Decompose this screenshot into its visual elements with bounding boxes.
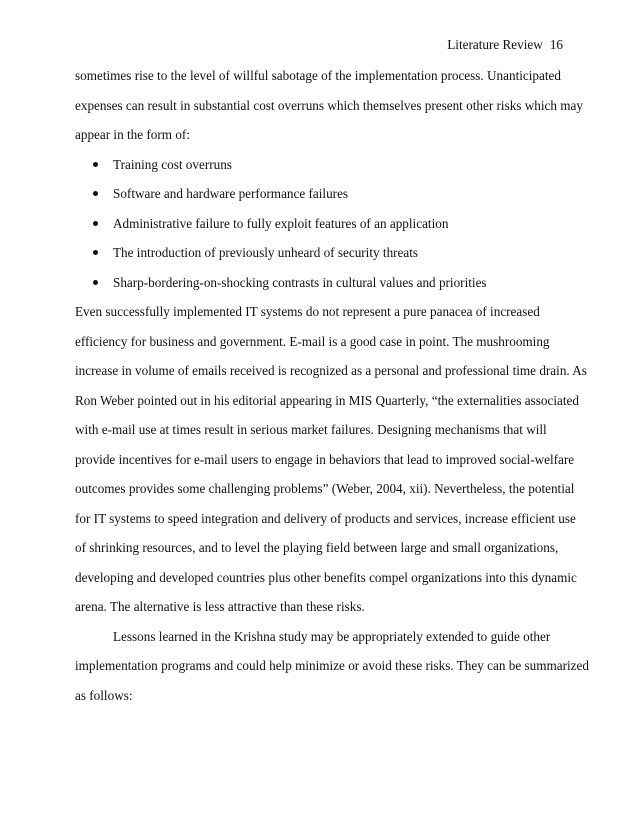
text-line: appear in the form of: (75, 127, 190, 142)
text-line: expenses can result in substantial cost overruns which themselves present other risks which may (75, 97, 583, 113)
list-item (75, 215, 575, 245)
text-line: developing and developed countries plus other benefits compel organizations into this dynamic (75, 569, 577, 585)
body-text (75, 67, 589, 716)
bullet-list (75, 156, 575, 304)
list-item (75, 156, 575, 186)
bullet-icon (93, 250, 98, 255)
text-line: Ron Weber pointed out in his editorial appearing in MIS Quarterly, “the externalities associated (75, 392, 579, 408)
text-line: sometimes rise to the level of willful sabotage of the implementation process. Unanticipated (75, 68, 561, 83)
running-head (447, 36, 563, 54)
list-item (75, 244, 575, 274)
text-line: with e-mail use at times result in serious market failures. Designing mechanisms that will (75, 422, 547, 437)
bullet-icon (93, 162, 98, 167)
page-number: 16 (549, 37, 563, 52)
bullet-icon (93, 191, 98, 196)
paragraph-lessons (75, 628, 589, 717)
list-item-text: The introduction of previously unheard of security threats (113, 245, 419, 260)
text-line: for IT systems to speed integration and delivery of products and services, increase efficient use (75, 510, 576, 526)
text-line: efficiency for business and government. E-mail is a good case in point. The mushrooming (75, 333, 550, 349)
paragraph-continuation (75, 67, 583, 156)
text-line: increase in volume of emails received is recognized as a personal and professional time drain. As (75, 363, 587, 378)
list-item-text: Administrative failure to fully exploit features of an application (113, 215, 449, 231)
text-line: implementation programs and could help minimize or avoid these risks. They can be summarized (75, 658, 589, 673)
text-line: of shrinking resources, and to level the playing field between large and small organizations, (75, 540, 559, 555)
text-line: Lessons learned in the Krishna study may be appropriately extended to guide other (113, 628, 551, 644)
bullet-icon (93, 280, 98, 285)
bullet-icon (93, 221, 98, 226)
list-item-text: Sharp-bordering-on-shocking contrasts in cultural values and priorities (113, 274, 487, 290)
list-item (75, 274, 575, 304)
text-line: arena. The alternative is less attractive than these risks. (75, 599, 365, 614)
list-item-text: Training cost overruns (113, 156, 232, 172)
paragraph-email-example (75, 303, 587, 628)
text-line: outcomes provides some challenging problems” (Weber, 2004, xii). Nevertheless, the potential (75, 481, 575, 496)
list-item-text: Software and hardware performance failures (113, 186, 349, 201)
list-item (75, 185, 575, 215)
text-line: as follows: (75, 687, 133, 703)
text-line: provide incentives for e-mail users to engage in behaviors that lead to improved social-welfare (75, 451, 575, 467)
running-head-title: Literature Review (447, 37, 543, 52)
text-line: Even successfully implemented IT systems do not represent a pure panacea of increased (75, 304, 540, 319)
